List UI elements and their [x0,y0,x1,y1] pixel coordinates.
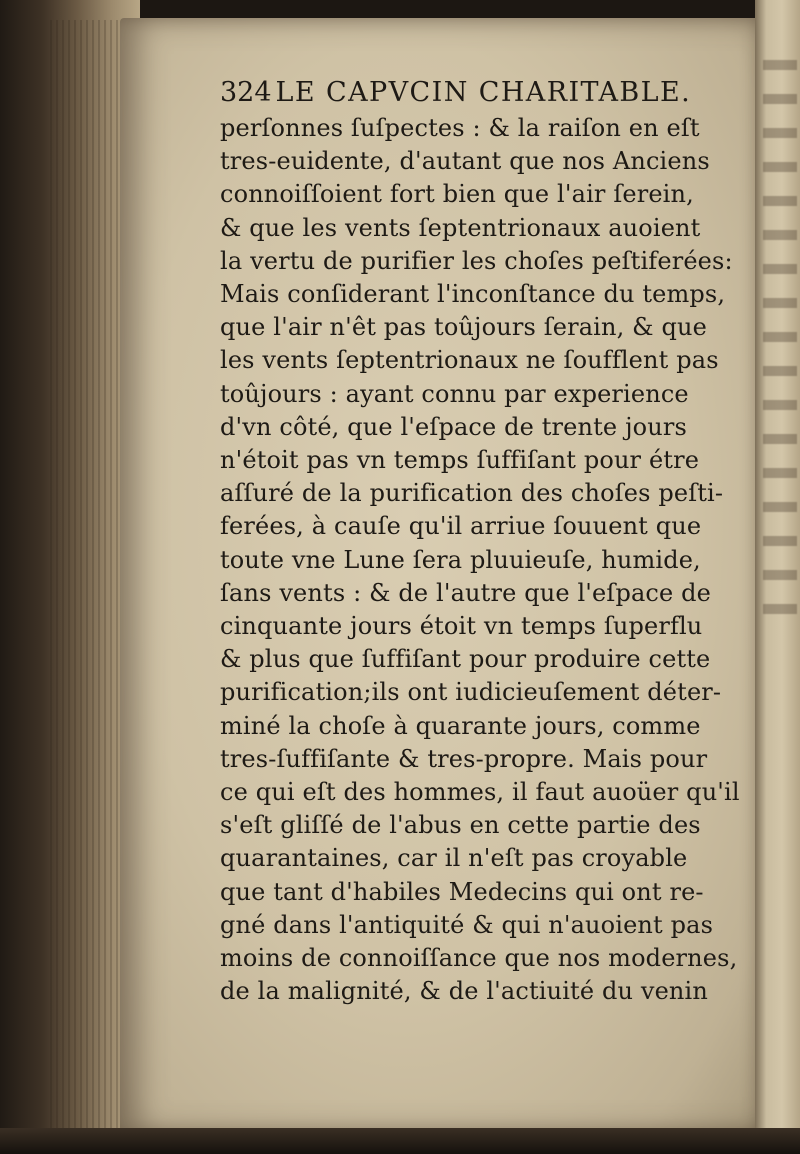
text-line: que tant d'habiles Medecins qui ont re- [220,877,704,906]
text-line: gné dans l'antiquité & qui n'auoient pas [220,910,714,939]
text-line: ce qui eſt des hommes, il faut auoüer qu'il [220,778,740,807]
text-line: ſans vents : & de l'autre que l'eſpace de [220,578,712,607]
text-line: toute vne Lune ſera pluuieuſe, humide, [220,545,701,574]
text-line: aſſuré de la purification des choſes peſti- [220,479,724,508]
text-line: connoiſſoient fort bien que l'air ſerein, [220,180,694,209]
book-spine-edge [0,0,140,1154]
text-line: tres-ſuffiſante & tres-propre. Mais pour [220,744,708,773]
text-line: les vents ſeptentrionaux ne ſoufflent pas [220,346,719,375]
text-line: moins de connoiſſance que nos modernes, [220,944,738,973]
text-line: que l'air n'êt pas toûjours ſerain, & que [220,313,707,342]
text-line: cinquante jours étoit vn temps ſuperflu [220,612,703,641]
text-line: de la malignité, & de l'actiuité du venin [220,977,708,1006]
running-header [220,74,750,112]
text-line: toûjours : ayant connu par experience [220,379,689,408]
text-line: ferées, à cauſe qu'il arriue ſouuent que [220,512,702,541]
running-title: LE CAPVCIN CHARITABLE. [275,77,692,108]
page-stack-texture [50,20,130,1130]
text-line: miné la choſe à quarante jours, comme [220,711,701,740]
facing-page-edge [755,0,800,1154]
facing-page-bleed-through [763,60,797,620]
text-line: & que les vents ſeptentrionaux auoient [220,213,701,242]
body-text [220,112,750,1008]
text-line: n'étoit pas vn temps ſuffiſant pour étre [220,446,700,475]
text-line: quarantaines, car il n'eſt pas croyable [220,844,688,873]
text-line: d'vn côté, que l'eſpace de trente jours [220,412,687,441]
text-line: Mais conſiderant l'inconſtance du temps, [220,280,726,309]
text-line: la vertu de purifier les choſes peſtiferées: [220,246,733,275]
bottom-shadow [0,1128,800,1154]
page-number: 324 [220,77,272,108]
text-line: tres-euidente, d'autant que nos Anciens [220,147,710,176]
text-line: perſonnes ſuſpectes : & la raiſon en eſt [220,114,700,142]
text-line: & plus que ſuffiſant pour produire cette [220,645,711,674]
text-line: s'eſt gliſſé de l'abus en cette partie des [220,811,701,840]
text-line: purification;ils ont iudicieuſement déter- [220,678,722,707]
page-text-block [220,74,750,1008]
